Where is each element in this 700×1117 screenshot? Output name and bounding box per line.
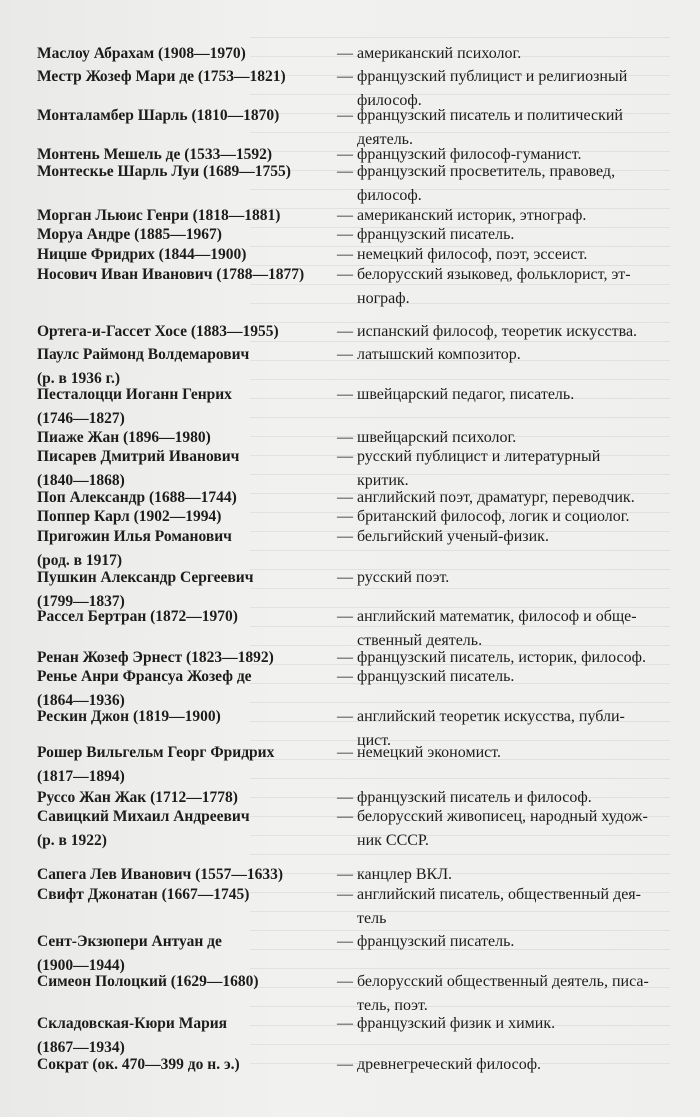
- dash-separator: —: [337, 45, 353, 62]
- person-name: Поппер Карл (1902—1994): [37, 508, 222, 525]
- person-description: немецкий философ, поэт, эссеист.: [357, 246, 588, 263]
- dash-separator: —: [337, 429, 353, 446]
- person-description: швейцарский психолог.: [357, 429, 517, 446]
- person-name: Ренан Жозеф Эрнест (1823—1892): [37, 649, 274, 666]
- person-name: Сент-Экзюпери Антуан де (1900—1944): [37, 933, 222, 974]
- person-name: Ницше Фридрих (1844—1900): [37, 246, 247, 263]
- dash-separator: —: [337, 708, 353, 725]
- person-description: французский писатель.: [357, 668, 515, 685]
- person-description: английский математик, философ и обще- ственный деятель.: [357, 608, 637, 649]
- person-name: Моруа Андре (1885—1967): [37, 226, 222, 243]
- dash-separator: —: [337, 386, 353, 403]
- dash-separator: —: [337, 744, 353, 761]
- dash-separator: —: [337, 668, 353, 685]
- person-name: Рошер Вильгельм Георг Фридрих (1817—1894): [37, 744, 275, 785]
- person-name: Паулс Раймонд Волдемарович (р. в 1936 г.): [37, 346, 250, 387]
- person-description: французский философ-гуманист.: [357, 146, 582, 163]
- person-description: испанский философ, теоретик искусства.: [357, 323, 638, 340]
- person-name: Монталамбер Шарль (1810—1870): [37, 107, 280, 124]
- person-name: Песталоцци Иоганн Генрих (1746—1827): [37, 386, 232, 427]
- person-description: канцлер ВКЛ.: [357, 866, 453, 883]
- person-name: Руссо Жан Жак (1712—1778): [37, 789, 238, 806]
- person-description: французский просветитель, правовед, философ.: [357, 163, 616, 204]
- dash-separator: —: [337, 649, 353, 666]
- dash-separator: —: [337, 886, 353, 903]
- person-description: французский писатель.: [357, 933, 515, 950]
- person-description: русский поэт.: [357, 569, 450, 586]
- person-description: древнегреческий философ.: [357, 1056, 542, 1073]
- dash-separator: —: [337, 973, 353, 990]
- person-description: белорусский живописец, народный худож- ник СССР.: [357, 808, 648, 849]
- person-description: латышский композитор.: [357, 346, 521, 363]
- dash-separator: —: [337, 789, 353, 806]
- person-name: Поп Александр (1688—1744): [37, 489, 237, 506]
- person-name: Пригожин Илья Романович (род. в 1917): [37, 528, 232, 569]
- person-description: швейцарский педагог, писатель.: [357, 386, 575, 403]
- person-description: французский публицист и религиозный философ.: [357, 68, 628, 109]
- person-name: Савицкий Михаил Андреевич (р. в 1922): [37, 808, 250, 849]
- dash-separator: —: [337, 1056, 353, 1073]
- person-name: Ренье Анри Франсуа Жозеф де (1864—1936): [37, 668, 252, 709]
- dash-separator: —: [337, 346, 353, 363]
- person-name: Монтескье Шарль Луи (1689—1755): [37, 163, 291, 180]
- dash-separator: —: [337, 866, 353, 883]
- person-name: Складовская-Кюри Мария (1867—1934): [37, 1015, 228, 1056]
- person-description: русский публицист и литературный критик.: [357, 448, 601, 489]
- person-description: французский писатель и философ.: [357, 789, 592, 806]
- dash-separator: —: [337, 608, 353, 625]
- person-name: Свифт Джонатан (1667—1745): [37, 886, 250, 903]
- dash-separator: —: [337, 207, 353, 224]
- person-name: Рескин Джон (1819—1900): [37, 708, 221, 725]
- dash-separator: —: [337, 163, 353, 180]
- person-description: белорусский языковед, фольклорист, эт- нограф.: [357, 266, 631, 307]
- person-description: французский физик и химик.: [357, 1015, 556, 1032]
- dash-separator: —: [337, 1015, 353, 1032]
- dash-separator: —: [337, 489, 353, 506]
- dash-separator: —: [337, 323, 353, 340]
- dash-separator: —: [337, 246, 353, 263]
- person-description: белорусский общественный деятель, писа- тель, поэт.: [357, 973, 649, 1014]
- person-description: французский писатель.: [357, 226, 515, 243]
- dash-separator: —: [337, 808, 353, 825]
- dash-separator: —: [337, 569, 353, 586]
- dash-separator: —: [337, 146, 353, 163]
- dash-separator: —: [337, 508, 353, 525]
- person-description: бельгийский ученый-физик.: [357, 528, 549, 545]
- dash-separator: —: [337, 226, 353, 243]
- person-description: американский психолог.: [357, 45, 522, 62]
- person-name: Симеон Полоцкий (1629—1680): [37, 973, 259, 990]
- person-description: британский философ, логик и социолог.: [357, 508, 630, 525]
- dash-separator: —: [337, 448, 353, 465]
- dash-separator: —: [337, 528, 353, 545]
- person-name: Пушкин Александр Сергеевич (1799—1837): [37, 569, 254, 610]
- person-description: французский писатель, историк, философ.: [357, 649, 646, 666]
- person-name: Маслоу Абрахам (1908—1970): [37, 45, 246, 62]
- dash-separator: —: [337, 266, 353, 283]
- person-description: английский поэт, драматург, переводчик.: [357, 489, 635, 506]
- person-name: Монтень Мешель де (1533—1592): [37, 146, 273, 163]
- person-description: английский писатель, общественный дея- тель: [357, 886, 641, 927]
- person-description: американский историк, этнограф.: [357, 207, 587, 224]
- dash-separator: —: [337, 933, 353, 950]
- dash-separator: —: [337, 68, 353, 85]
- person-name: Морган Льюис Генри (1818—1881): [37, 207, 281, 224]
- person-name: Местр Жозеф Мари де (1753—1821): [37, 68, 286, 85]
- person-name: Носович Иван Иванович (1788—1877): [37, 266, 305, 283]
- person-description: французский писатель и политический деятель.: [357, 107, 623, 148]
- person-name: Ортега-и-Гассет Хосе (1883—1955): [37, 323, 279, 340]
- dash-separator: —: [337, 107, 353, 124]
- person-name: Писарев Дмитрий Иванович (1840—1868): [37, 448, 240, 489]
- person-name: Рассел Бертран (1872—1970): [37, 608, 238, 625]
- person-name: Сапега Лев Иванович (1557—1633): [37, 866, 283, 883]
- person-name: Сократ (ок. 470—399 до н. э.): [37, 1056, 240, 1073]
- person-description: немецкий экономист.: [357, 744, 502, 761]
- person-name: Пиаже Жан (1896—1980): [37, 429, 211, 446]
- person-description: английский теоретик искусства, публи- цист.: [357, 708, 625, 749]
